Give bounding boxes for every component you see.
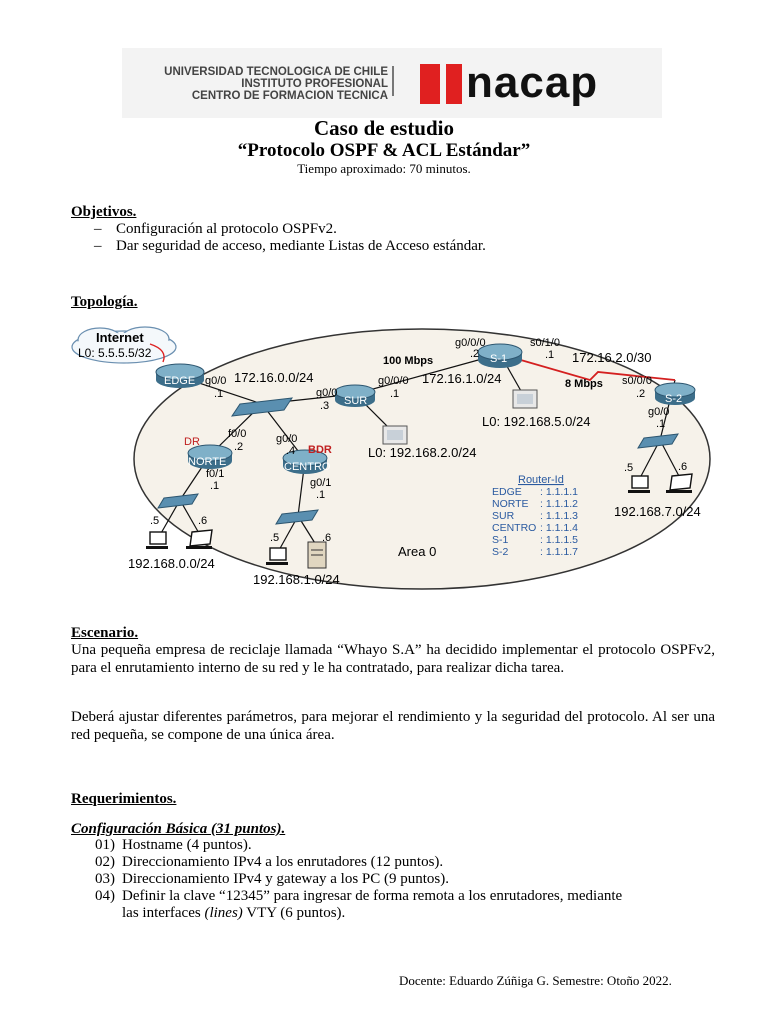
if-norte-f00: f0/0 xyxy=(228,428,247,440)
rid-value-sur: : 1.1.1.3 xyxy=(540,510,578,522)
requirement-text: Direccionamiento IPv4 a los enrutadores (12 puntos). xyxy=(122,854,444,870)
requirement-number: 04) xyxy=(95,888,115,904)
host-norte-b: .6 xyxy=(198,515,208,527)
if-s2-in: s0/0/0 xyxy=(622,375,652,387)
network-172-16-0: 172.16.0.0/24 xyxy=(234,370,314,385)
speed-100mbps: 100 Mbps xyxy=(383,355,434,367)
lan-centro-label: 192.168.1.0/24 xyxy=(253,572,340,587)
router-edge-label: EDGE xyxy=(164,375,196,387)
host-centro-b: .6 xyxy=(322,532,332,544)
if-edge: g0/0 xyxy=(205,375,227,387)
if-sur-out-ip: .1 xyxy=(390,388,400,400)
institution-line-3: CENTRO DE FORMACION TECNICA xyxy=(191,90,388,102)
requirement-item xyxy=(95,871,449,888)
internet-label: Internet xyxy=(96,330,144,345)
requirement-text: Definir la clave “12345” para ingresar de forma remota a los enrutadores, mediante xyxy=(122,888,623,904)
page-subtitle: “Protocolo OSPF & ACL Estándar” xyxy=(237,140,531,161)
lan-norte-label: 192.168.0.0/24 xyxy=(128,556,215,571)
loopback-sur-icon xyxy=(383,426,407,444)
if-sur-in-ip: .3 xyxy=(320,400,330,412)
scenario-heading: Escenario. xyxy=(71,625,139,641)
estimated-time: Tiempo aproximado: 70 minutos. xyxy=(297,161,471,176)
rid-value-centro: : 1.1.1.4 xyxy=(540,522,578,534)
requirement-item xyxy=(95,854,443,871)
server-centro-b-icon xyxy=(308,542,326,568)
rid-name-centro: CENTRO xyxy=(492,522,537,534)
network-topology-diagram xyxy=(0,320,768,600)
scenario-paragraph-2: Deberá ajustar diferentes parámetros, para mejorar el rendimiento y la seguridad del protocolo. Al ser una red pequeña, se compone de una única área. xyxy=(71,709,715,743)
page-footer: Docente: Eduardo Zúñiga G. Semestre: Otoño 2022. xyxy=(399,973,672,988)
requirement-item xyxy=(95,888,622,905)
rid-name-edge: EDGE xyxy=(492,486,522,498)
objective-item: – Configuración al protocolo OSPFv2. xyxy=(94,221,337,237)
loopback-sur-label: L0: 192.168.2.0/24 xyxy=(368,445,477,460)
area-label: Area 0 xyxy=(398,544,437,559)
basic-config-heading: Configuración Básica (31 puntos). xyxy=(71,821,286,837)
objective-item: – Dar seguridad de acceso, mediante Listas de Acceso estándar. xyxy=(94,238,486,254)
rid-name-s1: S-1 xyxy=(492,534,509,546)
host-s2-a: .5 xyxy=(624,462,634,474)
if-norte-f01: f0/1 xyxy=(206,468,225,480)
if-sur-out: g0/0/0 xyxy=(378,375,409,387)
router-id-title: Router-Id xyxy=(518,474,564,486)
rid-name-sur: SUR xyxy=(492,510,515,522)
rid-value-s1: : 1.1.1.5 xyxy=(540,534,578,546)
if-norte-f00-ip: .2 xyxy=(234,441,244,453)
internet-loopback: L0: 5.5.5.5/32 xyxy=(78,346,152,360)
host-norte-a: .5 xyxy=(150,515,160,527)
router-centro-label: CENTRO xyxy=(284,461,331,473)
topology-heading: Topología. xyxy=(71,294,138,310)
bdr-label: BDR xyxy=(308,444,332,456)
router-norte-label: NORTE xyxy=(188,456,227,468)
if-s1-out: s0/1/0 xyxy=(530,337,560,349)
scenario-paragraph-1: Una pequeña empresa de reciclaje llamada “Whayo S.A” ha decidido implementar el protocolo OSPFv2, para el enrutamiento interno de su red y le ha contratado, para realizar dicha tarea. xyxy=(71,642,715,676)
dr-label: DR xyxy=(184,436,200,448)
rid-value-norte: : 1.1.1.2 xyxy=(540,498,578,510)
institution-line-2: INSTITUTO PROFESIONAL xyxy=(241,78,388,90)
logo-mark-gap xyxy=(440,64,446,104)
requirements-heading: Requerimientos. xyxy=(71,791,177,807)
inacap-logo-text: nacap xyxy=(466,58,599,107)
rid-value-s2: : 1.1.1.7 xyxy=(540,546,578,558)
loopback-s1-label: L0: 192.168.5.0/24 xyxy=(482,414,591,429)
if-s2-lan-ip: .1 xyxy=(656,418,666,430)
if-sur-in: g0/0 xyxy=(316,387,338,399)
page-title: Caso de estudio xyxy=(313,116,455,140)
pc-norte-a-icon xyxy=(146,532,168,549)
router-sur-label: SUR xyxy=(344,395,368,407)
network-172-16-1: 172.16.1.0/24 xyxy=(422,371,502,386)
requirement-text: VTY (6 puntos). xyxy=(242,905,346,921)
if-s2-in-ip: .2 xyxy=(636,388,646,400)
requirement-number: 02) xyxy=(95,854,115,870)
if-edge-ip: .1 xyxy=(214,388,224,400)
if-centro-g00-ip: .4 xyxy=(286,445,296,457)
rid-name-norte: NORTE xyxy=(492,498,529,510)
router-s2-label: S-2 xyxy=(665,393,683,405)
if-s1-out-ip: .1 xyxy=(545,349,555,361)
speed-8mbps: 8 Mbps xyxy=(565,378,603,390)
rid-value-edge: : 1.1.1.1 xyxy=(540,486,578,498)
if-centro-g01-ip: .1 xyxy=(316,489,326,501)
if-s1-in-ip: .2 xyxy=(470,348,480,360)
if-s1-in: g0/0/0 xyxy=(455,337,486,349)
if-centro-g00: g0/0 xyxy=(276,433,298,445)
router-s1-label: S-1 xyxy=(490,353,508,365)
institution-line-1: UNIVERSIDAD TECNOLOGICA DE CHILE xyxy=(164,66,388,78)
requirement-item-continued xyxy=(122,905,345,922)
objectives-heading: Objetivos. xyxy=(71,204,137,220)
objective-text: Configuración al protocolo OSPFv2. xyxy=(116,221,337,237)
rid-name-s2: S-2 xyxy=(492,546,509,558)
if-norte-f01-ip: .1 xyxy=(210,480,220,492)
requirement-item xyxy=(95,837,252,854)
requirement-number: 03) xyxy=(95,871,115,887)
lan-s2-label: 192.168.7.0/24 xyxy=(614,504,701,519)
loopback-s1-icon xyxy=(513,390,537,408)
host-s2-b: .6 xyxy=(678,461,688,473)
requirement-text: las interfaces xyxy=(122,905,205,921)
requirement-number: 01) xyxy=(95,837,115,853)
if-s2-lan: g0/0 xyxy=(648,406,670,418)
objective-text: Dar seguridad de acceso, mediante Listas de Acceso estándar. xyxy=(116,238,486,254)
host-centro-a: .5 xyxy=(270,532,280,544)
header-separator xyxy=(392,66,394,96)
requirement-text: Direccionamiento IPv4 y gateway a los PC (9 puntos). xyxy=(122,871,450,887)
requirement-text: Hostname (4 puntos). xyxy=(122,837,252,853)
network-172-16-2: 172.16.2.0/30 xyxy=(572,350,652,365)
if-centro-g01: g0/1 xyxy=(310,477,332,489)
requirement-emphasis: (lines) xyxy=(204,905,243,921)
